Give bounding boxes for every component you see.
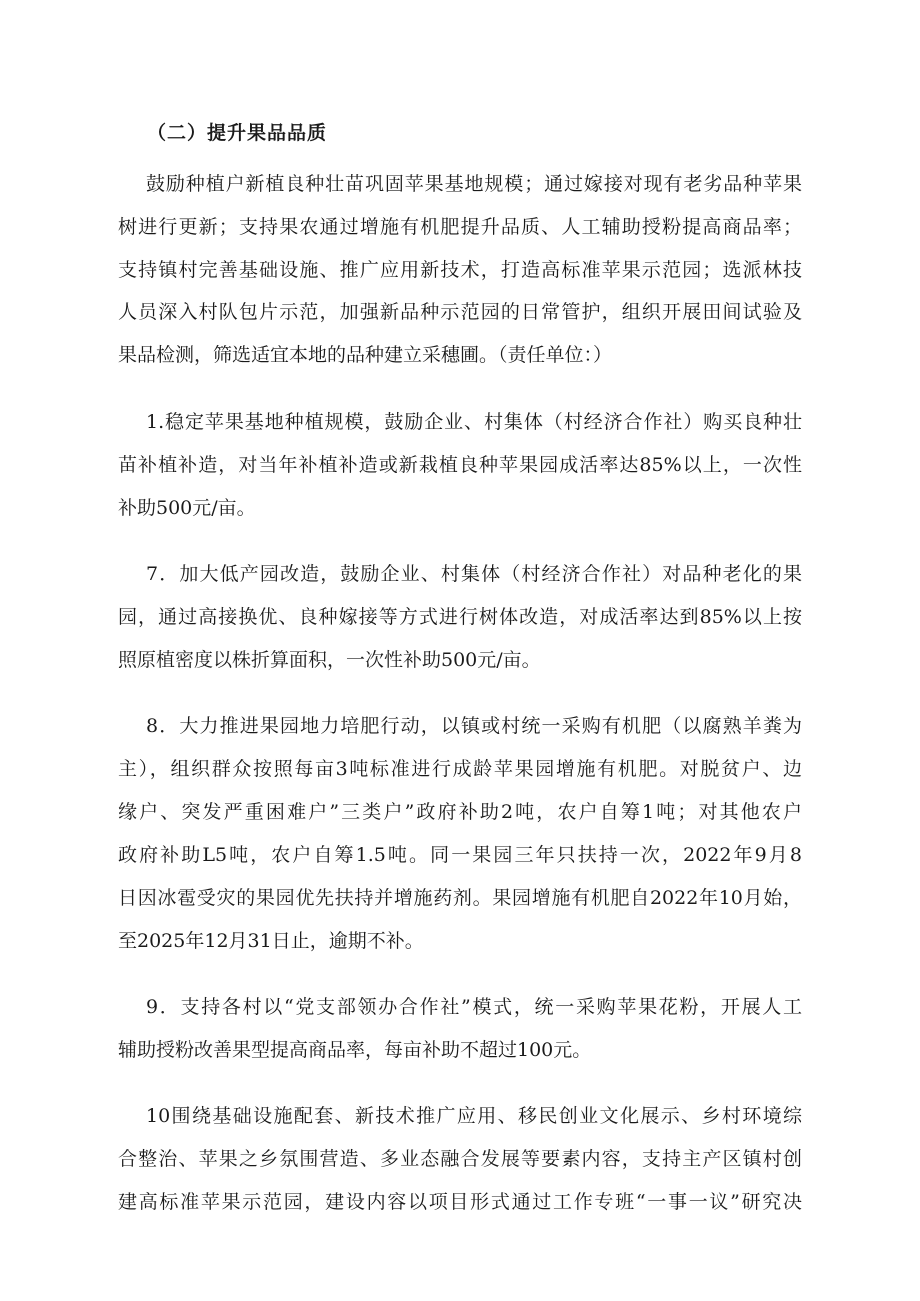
paragraph-3-line-1: 7．加大低产园改造，鼓励企业、村集体（村经济合作社）对品种老化的果 (146, 563, 802, 585)
paragraph-5-line-1: 9．支持各村以“党支部领办合作社”模式，统一采购苹果花粉，开展人工 (146, 996, 802, 1018)
paragraph-1-line-3: 支持镇村完善基础设施、推广应用新技术，打造高标准苹果示范园；选派林技 (118, 259, 802, 281)
paragraph-2-line-2: 苗补植补造，对当年补植补造或新栽植良种苹果园成活率达85%以上，一次性 (118, 454, 802, 476)
paragraph-4-line-3: 缘户、突发严重困难户”三类户”政府补助2吨，农户自筹1吨；对其他农户 (118, 801, 802, 823)
paragraph-4-line-1: 8．大力推进果园地力培肥行动，以镇或村统一采购有机肥（以腐熟羊粪为 (146, 715, 802, 737)
paragraph-6-line-2: 合整治、苹果之乡氛围营造、多业态融合发展等要素内容，支持主产区镇村创 (118, 1148, 802, 1170)
paragraph-4-line-4: 政府补助L5吨，农户自筹1.5吨。同一果园三年只扶持一次，2022年9月8 (118, 844, 802, 866)
paragraph-4-line-6: 至2025年12月31日止，逾期不补。 (118, 930, 424, 952)
paragraph-1-line-4: 人员深入村队包片示范，加强新品种示范园的日常管护，组织开展田间试验及 (118, 301, 802, 323)
paragraph-6-line-1: 10围绕基础设施配套、新技术推广应用、移民创业文化展示、乡村环境综 (146, 1105, 802, 1127)
paragraph-5-line-2: 辅助授粉改善果型提高商品率，每亩补助不超过100元。 (118, 1039, 592, 1061)
paragraph-4-line-2: 主），组织群众按照每亩3吨标准进行成龄苹果园增施有机肥。对脱贫户、边 (118, 758, 802, 780)
paragraph-3-line-3: 照原植密度以株折算面积，一次性补助500元/亩。 (118, 649, 541, 671)
paragraph-1-line-1: 鼓励种植户新植良种壮苗巩固苹果基地规模；通过嫁接对现有老劣品种苹果 (146, 173, 802, 195)
paragraph-2-line-3: 补助500元/亩。 (118, 497, 256, 519)
paragraph-1-line-5: 果品检测，筛选适宜本地的品种建立采穗圃。（责任单位：） (118, 344, 613, 366)
section-heading: （二）提升果品品质 (147, 122, 328, 144)
paragraph-1-line-2: 树进行更新；支持果农通过增施有机肥提升品质、人工辅助授粉提高商品率； (118, 216, 802, 238)
paragraph-6-line-3: 建高标准苹果示范园，建设内容以项目形式通过工作专班“一事一议”研究决 (118, 1191, 802, 1213)
paragraph-2-line-1: 1.稳定苹果基地种植规模，鼓励企业、村集体（村经济合作社）购买良种壮 (146, 411, 802, 433)
paragraph-3-line-2: 园，通过高接换优、良种嫁接等方式进行树体改造，对成活率达到85%以上按 (118, 606, 802, 628)
paragraph-4-line-5: 日因冰雹受灾的果园优先扶持并增施药剂。果园增施有机肥自2022年10月始， (118, 887, 802, 909)
